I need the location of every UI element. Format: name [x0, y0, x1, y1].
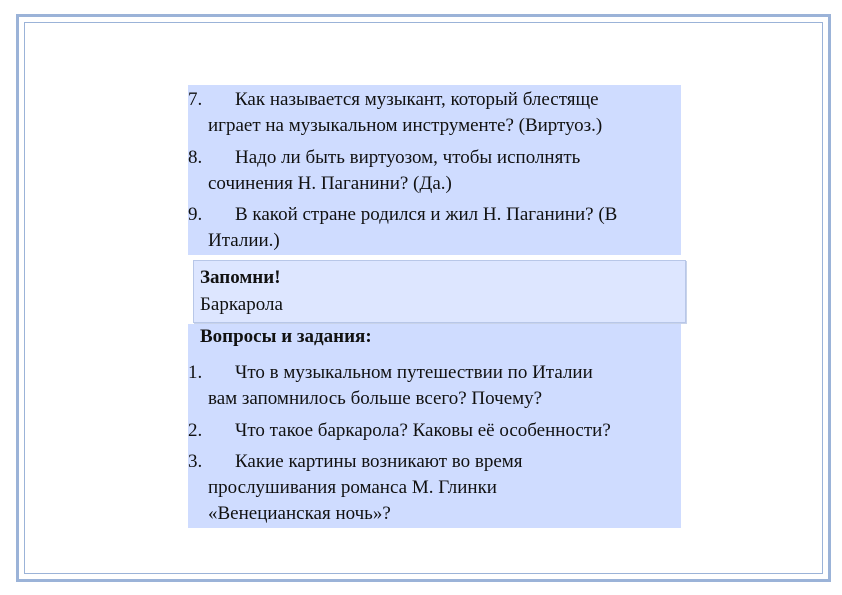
task-number: 3. [188, 451, 203, 472]
remember-term: Баркарола [200, 294, 283, 315]
task-line: Какие картины возникают во время [235, 451, 523, 472]
task-line: прослушивания романса М. Глинки [208, 477, 497, 498]
question-line: сочинения Н. Паганини? (Да.) [208, 173, 452, 194]
task-line: вам запомнилось больше всего? Почему? [208, 388, 543, 409]
question-number: 7. [188, 89, 203, 110]
question-line: В какой стране родился и жил Н. Паганини? (В [235, 204, 618, 225]
question-line: играет на музыкальном инструменте? (Виртуоз.) [208, 115, 603, 136]
task-line: Что такое баркарола? Каковы её особенности? [235, 420, 611, 441]
task-line: Что в музыкальном путешествии по Италии [235, 362, 593, 383]
question-line: Надо ли быть виртуозом, чтобы исполнять [235, 147, 581, 168]
remember-title: Запомни! [200, 267, 281, 288]
question-line: Как называется музыкант, который блестяще [235, 89, 599, 110]
task-number: 1. [188, 362, 203, 383]
question-number: 8. [188, 147, 203, 168]
question-number: 9. [188, 204, 203, 225]
task-number: 2. [188, 420, 203, 441]
task-line: «Венецианская ночь»? [208, 503, 391, 524]
question-line: Италии.) [208, 230, 280, 251]
tasks-title: Вопросы и задания: [200, 326, 372, 347]
